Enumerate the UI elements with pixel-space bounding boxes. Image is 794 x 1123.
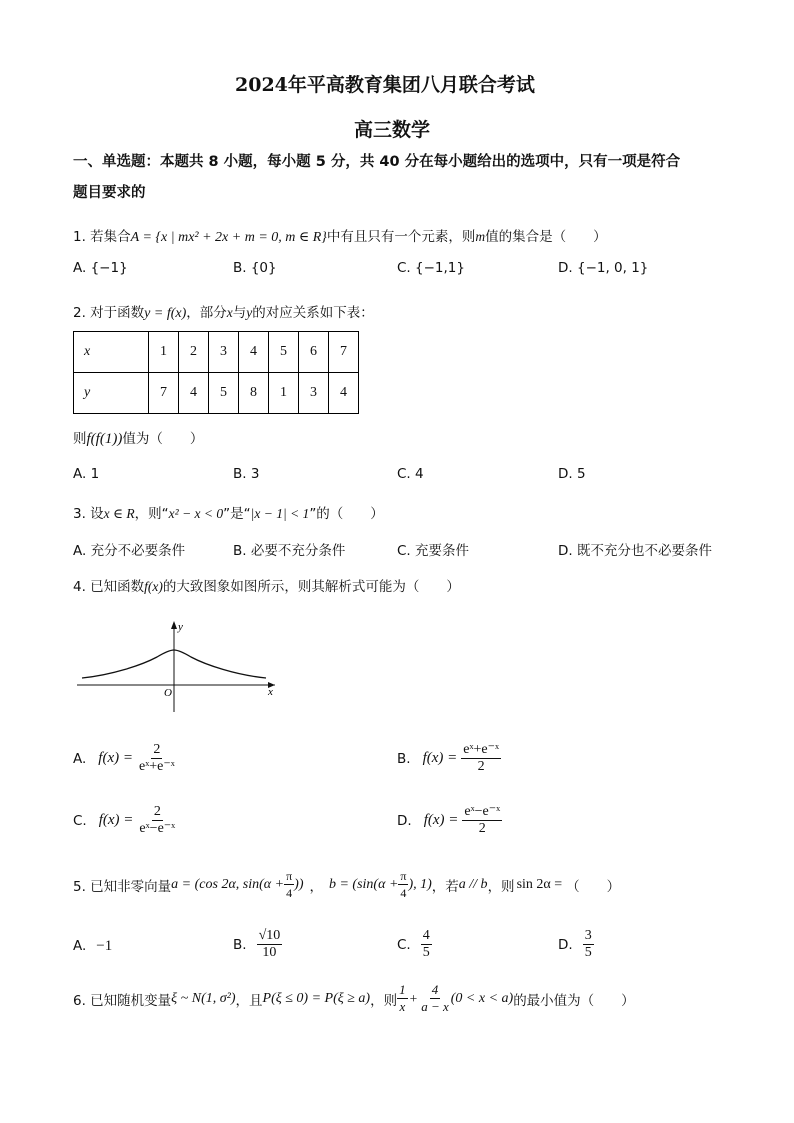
q5-pi-over-4-b (398, 868, 408, 901)
q5-prefix: 5. 已知非零向量 (73, 878, 172, 895)
q3-ineq2: |x − 1| < 1 (250, 506, 310, 521)
q4-option-b-label: B. (397, 750, 411, 767)
table-cell: 4 (329, 373, 359, 414)
fraction-numerator: 2 (153, 742, 161, 757)
q3-mid2: ”是“ (223, 506, 251, 522)
q1-prefix: 1. 若集合 (73, 229, 131, 245)
q4-option-b-lhs: f(x) = (422, 750, 458, 766)
table-row-head-x: x (74, 332, 149, 373)
q4-option-b[interactable] (397, 742, 501, 775)
q2-value-table (73, 331, 359, 414)
q4-option-d-label: D. (397, 812, 412, 829)
q5-option-d-label: D. (558, 936, 573, 953)
origin-label: O (164, 687, 172, 699)
q2-ask-expr: f(f(1)) (86, 431, 123, 447)
q1-option-a[interactable]: A. {−1} (73, 260, 128, 276)
fraction-numerator: π (286, 869, 293, 883)
q2-func: y = f(x) (144, 306, 187, 321)
q6-mid: ，且 (235, 992, 263, 1009)
q2-ask (73, 427, 203, 448)
q1-suffix: 中有且只有一个元素，则 (326, 229, 476, 245)
fraction-numerator: 2 (153, 804, 161, 819)
fraction-denominator: 2 (477, 759, 485, 774)
q5-mid2: ，则 (487, 878, 515, 895)
fraction-denominator: 4 (286, 886, 293, 900)
table-cell: 6 (299, 332, 329, 373)
q4-func: f(x) (144, 579, 163, 594)
q4-option-d-lhs: f(x) = (423, 812, 459, 828)
table-cell: 1 (269, 373, 299, 414)
section-heading-line2: 题目要求的 (73, 185, 146, 201)
table-cell: 7 (329, 332, 359, 373)
q4-option-a[interactable] (73, 742, 177, 775)
q1-var: m (475, 229, 486, 244)
y-axis-arrow (171, 621, 177, 629)
fraction-denominator: 5 (422, 945, 430, 960)
q6-plus: + (409, 990, 418, 1006)
q2-option-c[interactable]: C. 4 (397, 466, 424, 482)
q4-option-a-lhs: f(x) = (98, 750, 133, 766)
q4-option-c[interactable] (73, 804, 177, 837)
q5-sep: ， (309, 878, 323, 895)
q5-option-b-fraction (257, 928, 283, 961)
q3-option-a[interactable]: A. 充分不必要条件 (73, 543, 186, 559)
fraction-denominator: 5 (584, 945, 592, 960)
q1-option-c[interactable]: C. {−1,1} (397, 260, 465, 276)
fraction-denominator: eˣ−e⁻ˣ (139, 821, 176, 836)
exam-title: 2024年平高教育集团八月联合考试 (235, 74, 535, 96)
question-3 (73, 502, 384, 522)
table-cell: 3 (299, 373, 329, 414)
q2-and: 与 (232, 305, 247, 321)
q6-fraction-1 (397, 982, 408, 1015)
q6-prob: P(ξ ≤ 0) = P(ξ ≥ a) (262, 990, 371, 1006)
q4-option-d-fraction (462, 804, 502, 837)
section-heading-line1: 一、单选题：本题共 8 小题，每小题 5 分，共 40 分在每小题给出的选项中，只有一项是符合 (73, 154, 681, 170)
q4-option-c-lhs: f(x) = (98, 812, 134, 828)
q5-option-b[interactable] (233, 928, 282, 961)
q5-option-c-fraction (421, 928, 432, 961)
q4-option-a-label: A. (73, 750, 87, 767)
q3-option-d[interactable]: D. 既不充分也不必要条件 (558, 543, 712, 559)
q5-option-c[interactable] (397, 928, 432, 961)
table-cell: 7 (149, 373, 179, 414)
q1-option-d[interactable]: D. {−1, 0, 1} (558, 260, 649, 276)
q5-vec-b-end: ), 1) (408, 876, 432, 892)
fraction-numerator: π (400, 869, 407, 883)
q6-mid2: ，则 (370, 992, 398, 1009)
q3-option-b[interactable]: B. 必要不充分条件 (233, 543, 346, 559)
fraction-denominator: a − x (421, 999, 449, 1014)
fraction-denominator: 10 (262, 945, 277, 960)
table-cell: 1 (149, 332, 179, 373)
q5-vec-a: a = (cos 2α, sin(α + (171, 876, 285, 892)
q6-fraction-2 (419, 982, 451, 1015)
fraction-numerator: eˣ−e⁻ˣ (464, 804, 501, 819)
q2-option-d[interactable]: D. 5 (558, 466, 586, 482)
table-cell: 5 (269, 332, 299, 373)
q5-option-a[interactable] (73, 938, 112, 955)
table-cell: 8 (239, 373, 269, 414)
table-row-head-y: y (74, 373, 149, 414)
fraction-numerator: 4 (431, 982, 439, 997)
q3-cond: x ∈ R (103, 506, 135, 521)
table-cell: 3 (209, 332, 239, 373)
q2-x: x (226, 305, 233, 320)
q2-option-a[interactable]: A. 1 (73, 466, 100, 482)
question-2 (73, 301, 374, 322)
q3-prefix: 3. 设 (73, 506, 104, 522)
q2-y: y (246, 305, 253, 320)
q3-suffix: ”的（ ） (309, 506, 384, 522)
q4-option-c-label: C. (73, 812, 87, 829)
x-axis-label: x (268, 686, 273, 698)
q3-option-c[interactable]: C. 充要条件 (397, 543, 470, 559)
q5-suffix: （ ） (566, 878, 621, 895)
table-cell: 4 (239, 332, 269, 373)
question-4 (73, 575, 460, 595)
q4-prefix: 4. 已知函数 (73, 579, 145, 595)
fraction-numerator: 4 (422, 928, 430, 943)
q2-prefix: 2. 对于函数 (73, 305, 145, 321)
q6-dist: ξ ~ N(1, σ²) (171, 990, 236, 1006)
q5-parallel: a // b (458, 876, 488, 892)
q6-prefix: 6. 已知随机变量 (73, 992, 172, 1009)
y-axis-label: y (178, 621, 183, 633)
fraction-denominator: 2 (478, 821, 486, 836)
table-cell: 5 (209, 373, 239, 414)
q4-option-d[interactable] (397, 804, 502, 837)
q1-suffix2: 值的集合是（ ） (485, 229, 607, 245)
q4-option-c-fraction (137, 804, 177, 837)
question-1 (73, 225, 607, 246)
q5-vec-a-end: )) (294, 876, 304, 892)
q5-option-d[interactable] (558, 928, 594, 961)
q5-option-c-label: C. (397, 936, 411, 953)
q6-suffix: 的最小值为（ ） (513, 992, 635, 1009)
q3-mid1: ，则“ (134, 506, 169, 522)
q5-option-d-fraction (583, 928, 594, 961)
q5-option-a-label: A. (73, 938, 87, 954)
table-row (74, 373, 359, 414)
q5-ask: sin 2α = (516, 876, 563, 892)
q2-option-b[interactable]: B. 3 (233, 466, 260, 482)
fraction-numerator: 3 (584, 928, 592, 943)
q2-ask-suffix: 值为（ ） (122, 431, 204, 447)
q4-option-b-fraction (461, 742, 501, 775)
question-5 (73, 868, 620, 901)
fraction-numerator: eˣ+e⁻ˣ (463, 742, 500, 757)
fraction-denominator: eˣ+e⁻ˣ (138, 759, 175, 774)
fraction-denominator: 4 (400, 886, 407, 900)
q1-set-expression: A = {x | mx² + 2x + m = 0, m ∈ R} (130, 230, 327, 245)
q4-function-graph (72, 615, 287, 715)
q5-vec-b: b = (sin(α + (328, 876, 399, 892)
q4-option-a-fraction (137, 742, 177, 775)
q1-option-b[interactable]: B. {0} (233, 260, 277, 276)
exam-subtitle: 高三数学 (354, 119, 431, 141)
table-cell: 2 (179, 332, 209, 373)
q5-option-a-value: −1 (96, 938, 113, 954)
q2-ask-prefix: 则 (73, 431, 87, 447)
table-cell: 4 (179, 373, 209, 414)
q5-pi-over-4-a (284, 868, 294, 901)
q6-range: (0 < x < a) (450, 990, 514, 1006)
fraction-denominator: x (399, 999, 406, 1014)
fraction-numerator: √10 (258, 928, 281, 943)
q3-ineq1: x² − x < 0 (168, 506, 224, 521)
q5-option-b-label: B. (233, 936, 247, 953)
table-row (74, 332, 359, 373)
q4-suffix: 的大致图象如图所示，则其解析式可能为（ ） (162, 579, 460, 595)
q2-suffix: 的对应关系如下表： (252, 305, 374, 321)
question-6 (73, 982, 635, 1015)
q5-mid: ，若 (431, 878, 459, 895)
q2-mid: ，部分 (186, 305, 227, 321)
fraction-numerator: 1 (399, 982, 406, 997)
